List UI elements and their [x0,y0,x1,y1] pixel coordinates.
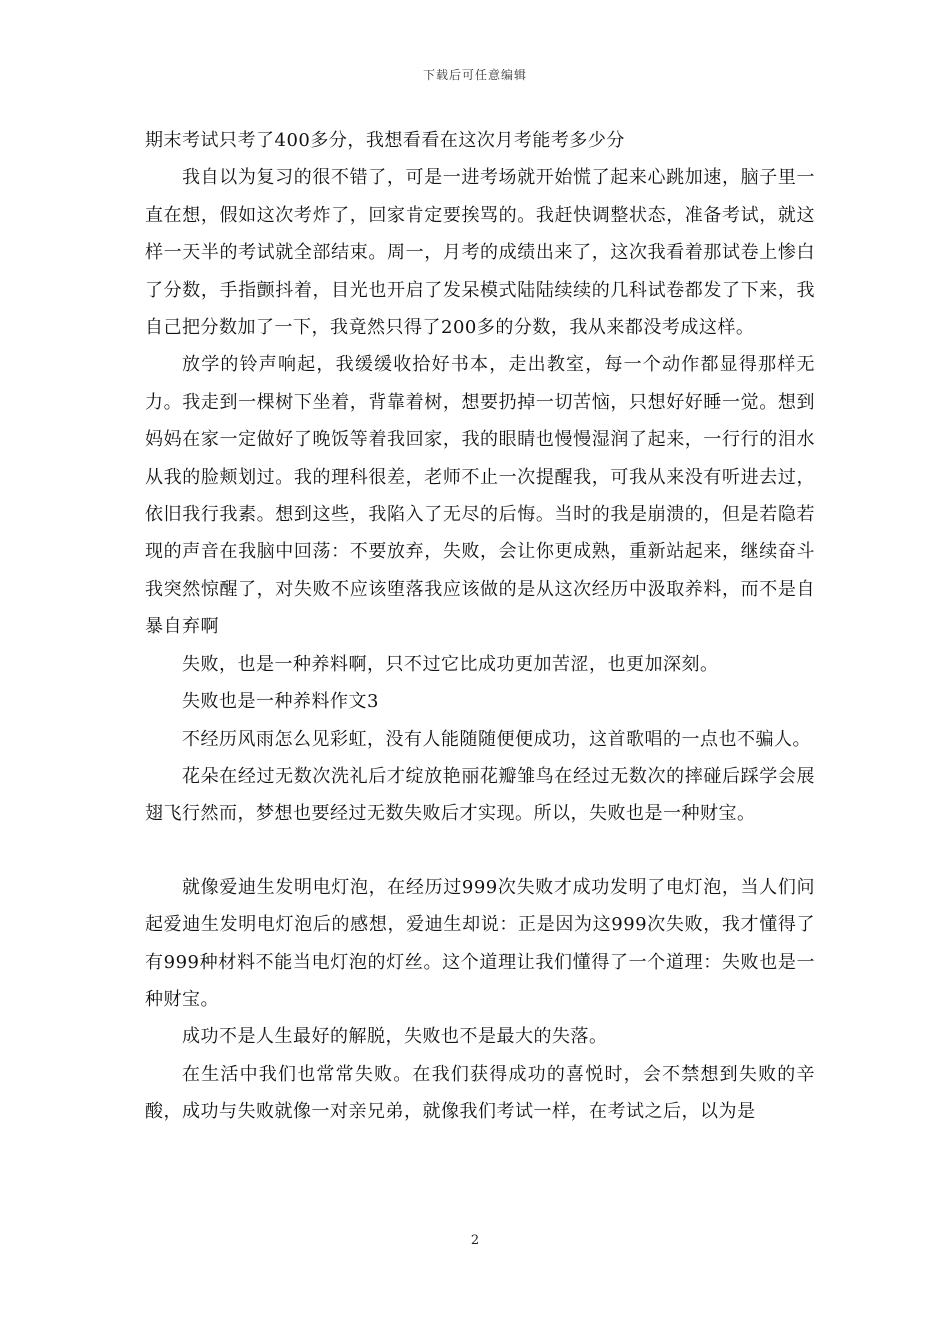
paragraph-7: 就像爱迪生发明电灯泡，在经历过999次失败才成功发明了电灯泡，当人们问起爱迪生发明电灯泡后的感想，爱迪生却说：正是因为这999次失败，我才懂得了有999种材料不能当电灯泡的灯丝。这个道理让我们懂得了一个道理：失败也是一种财宝。 [145,876,815,1010]
paragraph-6: 花朵在经过无数次洗礼后才绽放艳丽花瓣雏鸟在经过无数次的摔碰后踩学会展翅飞行然而，梦想也要经过无数失败后才实现。所以，失败也是一种财宝。 [145,765,815,825]
paragraph-5: 不经历风雨怎么见彩虹，没有人能随随便便成功，这首歌唱的一点也不骗人。 [182,728,811,750]
paragraph-2: 我自以为复习的很不错了，可是一进考场就开始慌了起来心跳加速，脑子里一直在想，假如这次考炸了，回家肯定要挨骂的。我赶快调整状态，准备考试，就这样一天半的考试就全部结束。周一，月考的成绩出来了，这次我看着那试卷上惨白了分数，手指颤抖着，目光也开启了发呆模式陆陆续续的几科试卷都发了下来，我自己把分数加了一下，我竟然只得了200多的分数，我从来都没考成这样。 [145,167,815,339]
paragraph-4: 失败，也是一种养料啊，只不过它比成功更加苦涩，也更加深刻。 [182,653,719,675]
page-header: 下载后可任意编辑 [422,68,527,82]
document-body [145,122,815,1131]
blank-line [145,833,815,869]
page-number: 2 [470,1233,480,1248]
paragraph-1: 期末考试只考了400多分，我想看看在这次月考能考多少分 [145,130,625,151]
section-heading: 失败也是一种养料作文3 [182,691,379,713]
paragraph-3: 放学的铃声响起，我缓缓收拾好书本，走出教室，每一个动作都显得那样无力。我走到一棵树下坐着，背靠着树，想要扔掉一切苦恼，只想好好睡一觉。想到妈妈在家一定做好了晚饭等着我回家，我的眼睛也慢慢湿润了起来，一行行的泪水从我的脸颊划过。我的理科很差，老师不止一次提醒我，可我从来没有听进去过，依旧我行我素。想到这些，我陷入了无尽的后悔。当时的我是崩溃的，但是若隐若现的声音在我脑中回荡：不要放弃，失败，会让你更成熟，重新站起来，继续奋斗我突然惊醒了，对失败不应该堕落我应该做的是从这次经历中汲取养料，而不是自暴自弃啊 [145,354,815,638]
paragraph-8: 成功不是人生最好的解脱，失败也不是最大的失落。 [182,1026,608,1048]
paragraph-9: 在生活中我们也常常失败。在我们获得成功的喜悦时，会不禁想到失败的辛酸，成功与失败就像一对亲兄弟，就像我们考试一样，在考试之后，以为是 [145,1063,815,1123]
